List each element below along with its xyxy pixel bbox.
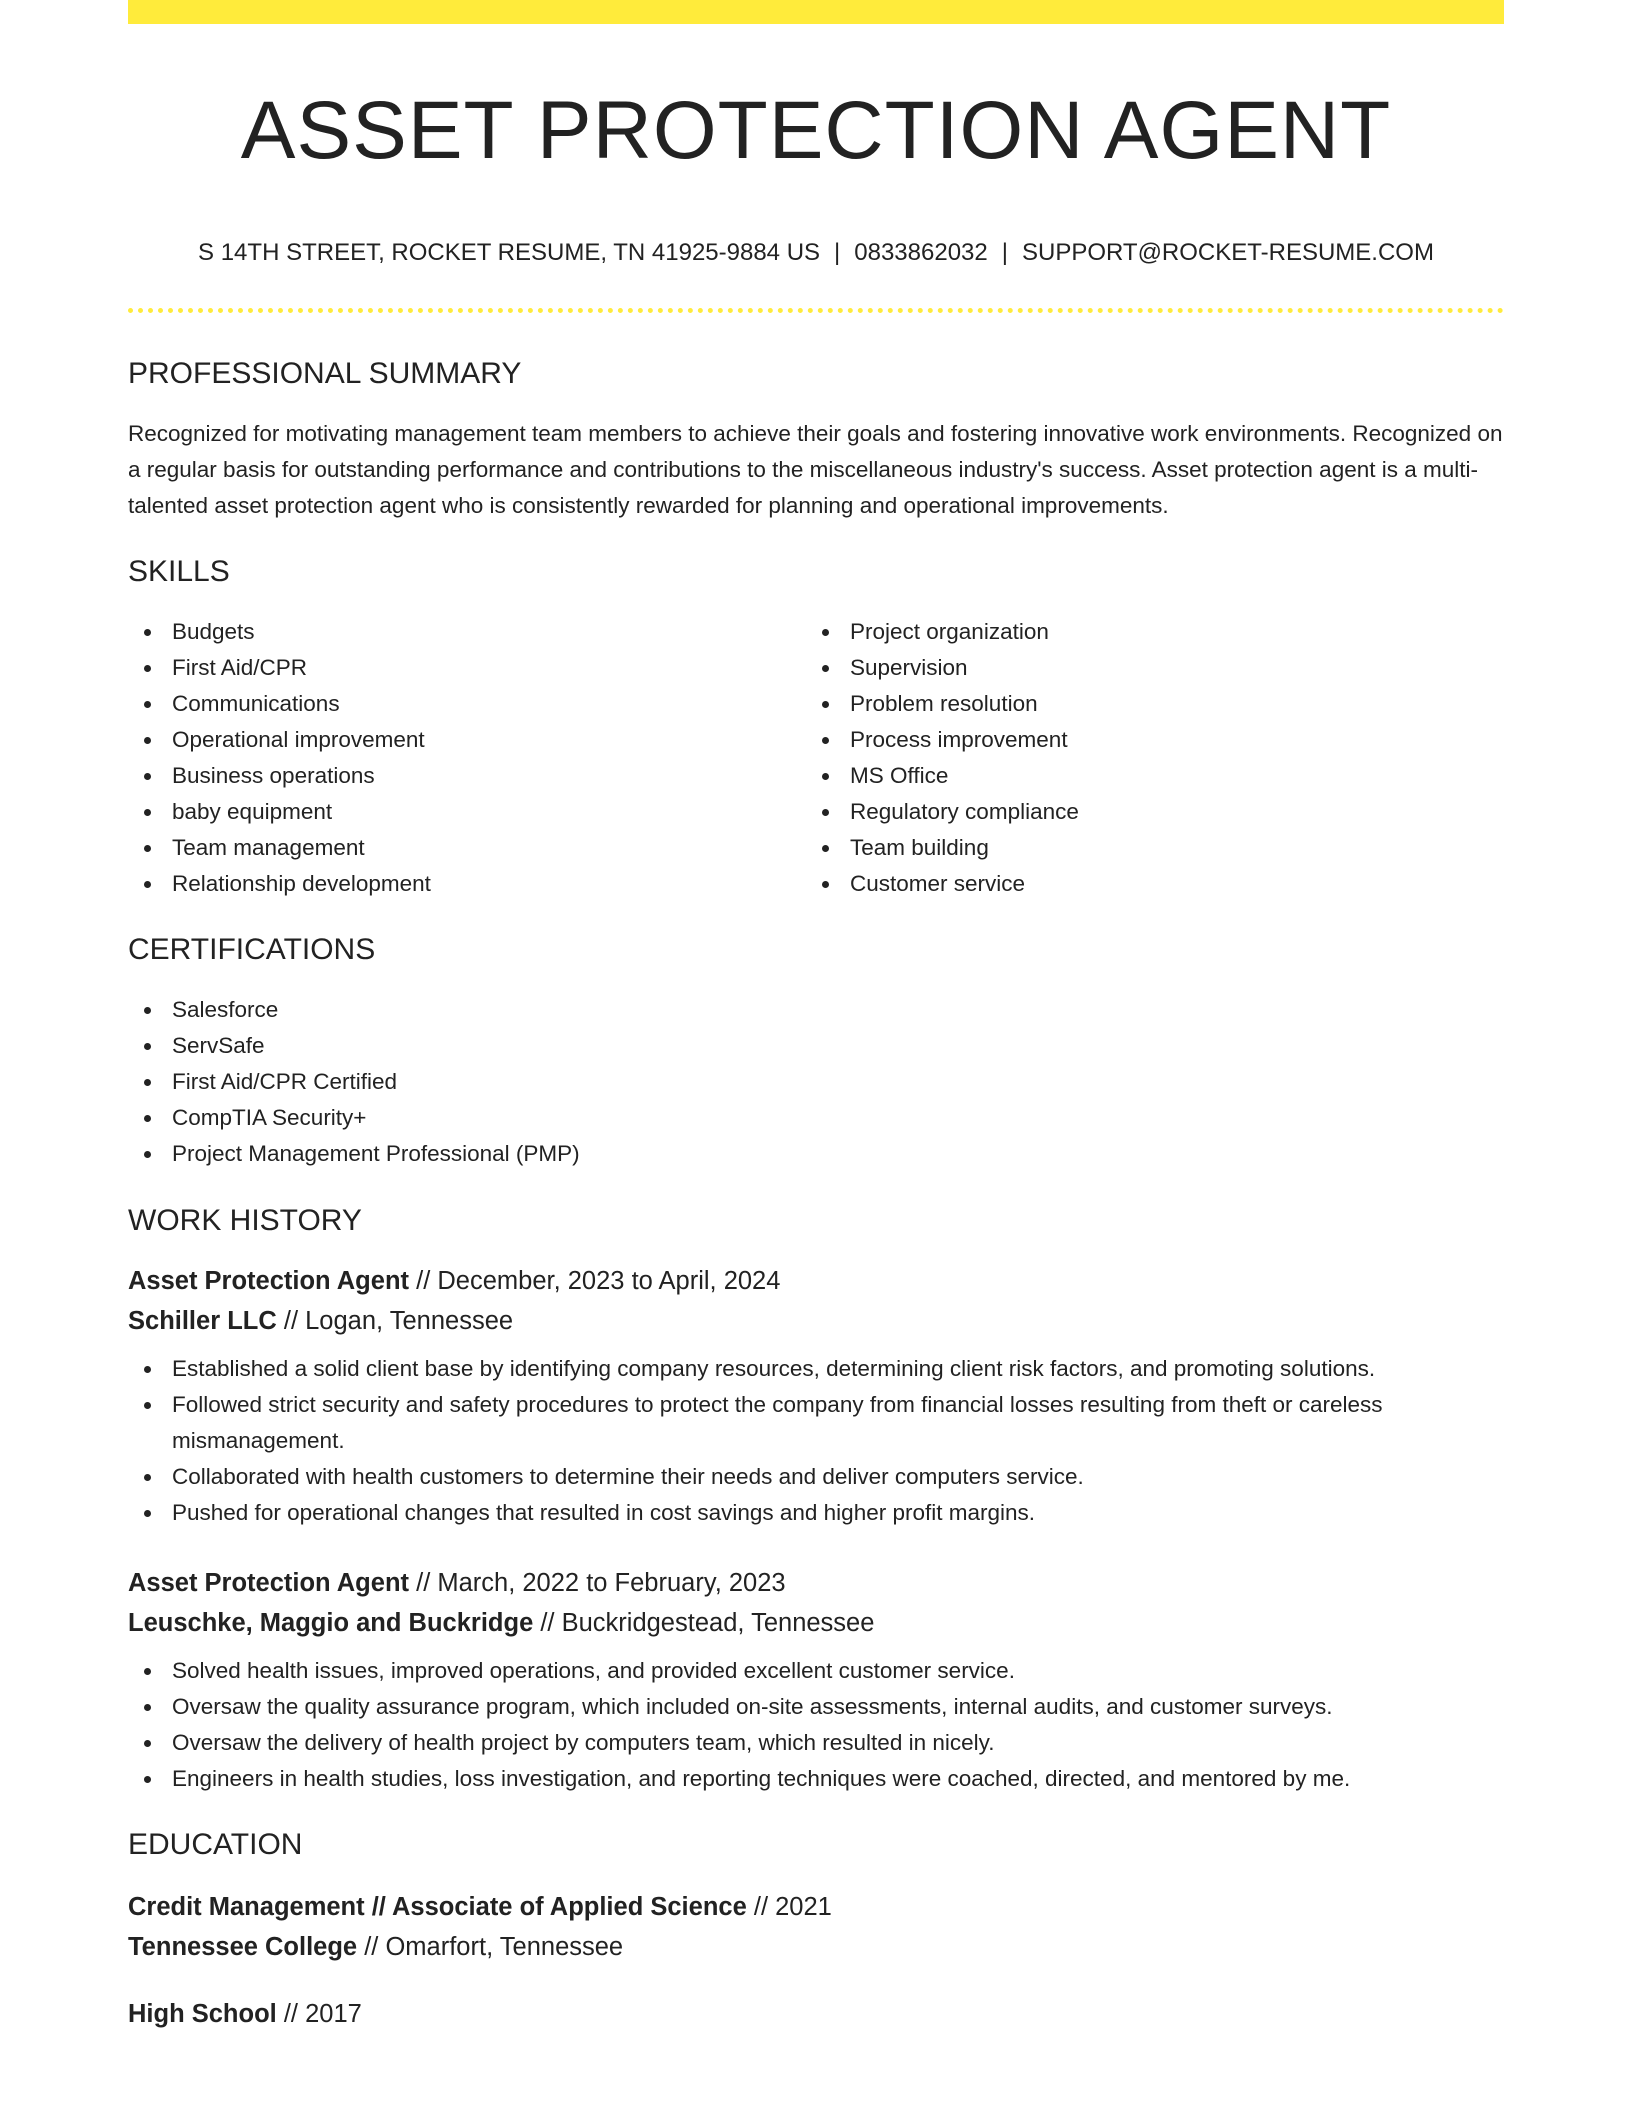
skills-heading: SKILLS xyxy=(128,555,230,588)
education-year: // 2021 xyxy=(753,1893,832,1921)
skill-item: Problem resolution xyxy=(806,686,1484,722)
certifications-heading: CERTIFICATIONS xyxy=(128,933,376,966)
skill-item: Relationship development xyxy=(128,866,806,902)
skill-item: baby equipment xyxy=(128,794,806,830)
contact-line xyxy=(128,238,1504,268)
certification-item: ServSafe xyxy=(128,1028,1504,1064)
skill-item: Project organization xyxy=(806,614,1484,650)
skill-item: MS Office xyxy=(806,758,1484,794)
education-school-line xyxy=(128,1927,1504,1967)
job-dates: // December, 2023 to April, 2024 xyxy=(416,1267,781,1295)
dotted-divider xyxy=(128,308,1504,313)
skill-item: Regulatory compliance xyxy=(806,794,1484,830)
education-entry xyxy=(128,1994,1504,2034)
education-degree-line xyxy=(128,1994,1504,2034)
skill-item: Customer service xyxy=(806,866,1484,902)
skills-list-left xyxy=(128,614,806,902)
skill-item: Communications xyxy=(128,686,806,722)
contact-address: S 14TH STREET, ROCKET RESUME, TN 41925-9884 US xyxy=(198,239,821,266)
candidate-name: ASSET PROTECTION AGENT xyxy=(240,85,1392,176)
resume-page xyxy=(128,0,1504,2034)
job-bullet: Pushed for operational changes that resulted in cost savings and higher profit margins. xyxy=(128,1495,1504,1531)
summary-heading: PROFESSIONAL SUMMARY xyxy=(128,357,522,390)
job-role: Asset Protection Agent xyxy=(128,1569,410,1597)
job-location: // Buckridgestead, Tennessee xyxy=(540,1609,875,1637)
certification-item: Project Management Professional (PMP) xyxy=(128,1136,1504,1172)
job-location: // Logan, Tennessee xyxy=(283,1307,514,1335)
education-degree-line xyxy=(128,1887,1504,1927)
job-bullet: Collaborated with health customers to determine their needs and deliver computers service. xyxy=(128,1459,1504,1495)
job-company-line xyxy=(128,1603,1504,1643)
skill-item: Budgets xyxy=(128,614,806,650)
contact-separator: | xyxy=(1001,239,1008,266)
job-bullet: Engineers in health studies, loss investigation, and reporting techniques were coached, directed, and mentored by me. xyxy=(128,1761,1504,1797)
contact-email: SUPPORT@ROCKET-RESUME.COM xyxy=(1021,239,1434,266)
skill-item: Operational improvement xyxy=(128,722,806,758)
job-company-line xyxy=(128,1301,1504,1341)
contact-phone: 0833862032 xyxy=(854,239,988,266)
skills-list-right xyxy=(806,614,1484,902)
certification-item: Salesforce xyxy=(128,992,1504,1028)
accent-top-bar xyxy=(128,0,1504,24)
certifications-list xyxy=(128,992,1504,1172)
education-entry xyxy=(128,1887,1504,1967)
job-bullet: Oversaw the delivery of health project by computers team, which resulted in nicely. xyxy=(128,1725,1504,1761)
contact-separator: | xyxy=(834,239,841,266)
education-school: Tennessee College xyxy=(128,1933,358,1961)
job-bullet: Oversaw the quality assurance program, which included on-site assessments, internal audits, and customer surveys. xyxy=(128,1689,1504,1725)
education-degree: Credit Management // Associate of Applied Science xyxy=(128,1893,747,1921)
job-entry xyxy=(128,1261,1504,1531)
skill-item: Process improvement xyxy=(806,722,1484,758)
job-dates: // March, 2022 to February, 2023 xyxy=(416,1569,786,1597)
job-title-line xyxy=(128,1261,1504,1301)
education-location: // Omarfort, Tennessee xyxy=(364,1933,624,1961)
job-bullet: Followed strict security and safety procedures to protect the company from financial losses resulting from theft or careless mismanagement. xyxy=(128,1387,1504,1459)
job-company: Schiller LLC xyxy=(128,1307,277,1335)
certification-item: CompTIA Security+ xyxy=(128,1100,1504,1136)
education-heading: EDUCATION xyxy=(128,1828,303,1861)
job-bullets xyxy=(128,1653,1504,1797)
job-title-line xyxy=(128,1563,1504,1603)
skill-item: Supervision xyxy=(806,650,1484,686)
skill-item: Team management xyxy=(128,830,806,866)
job-bullet: Established a solid client base by identifying company resources, determining client risk factors, and promoting solutions. xyxy=(128,1351,1504,1387)
job-bullets xyxy=(128,1351,1504,1531)
education-degree: High School xyxy=(128,2000,277,2028)
summary-text: Recognized for motivating management team members to achieve their goals and fostering innovative work environments. Recognized on a regular basis for outstanding performance and contributions to the miscellaneous industry's success. Asset protection agent is a multi-talented asset protection agent who is consistently rewarded for planning and operational improvements. xyxy=(128,421,1503,518)
skills-columns xyxy=(128,614,1504,902)
work-history-heading: WORK HISTORY xyxy=(128,1204,362,1237)
job-company: Leuschke, Maggio and Buckridge xyxy=(128,1609,534,1637)
skill-item: First Aid/CPR xyxy=(128,650,806,686)
certification-item: First Aid/CPR Certified xyxy=(128,1064,1504,1100)
job-entry xyxy=(128,1563,1504,1797)
education-year: // 2017 xyxy=(283,2000,362,2028)
job-role: Asset Protection Agent xyxy=(128,1267,410,1295)
skill-item: Business operations xyxy=(128,758,806,794)
job-bullet: Solved health issues, improved operations, and provided excellent customer service. xyxy=(128,1653,1504,1689)
skill-item: Team building xyxy=(806,830,1484,866)
